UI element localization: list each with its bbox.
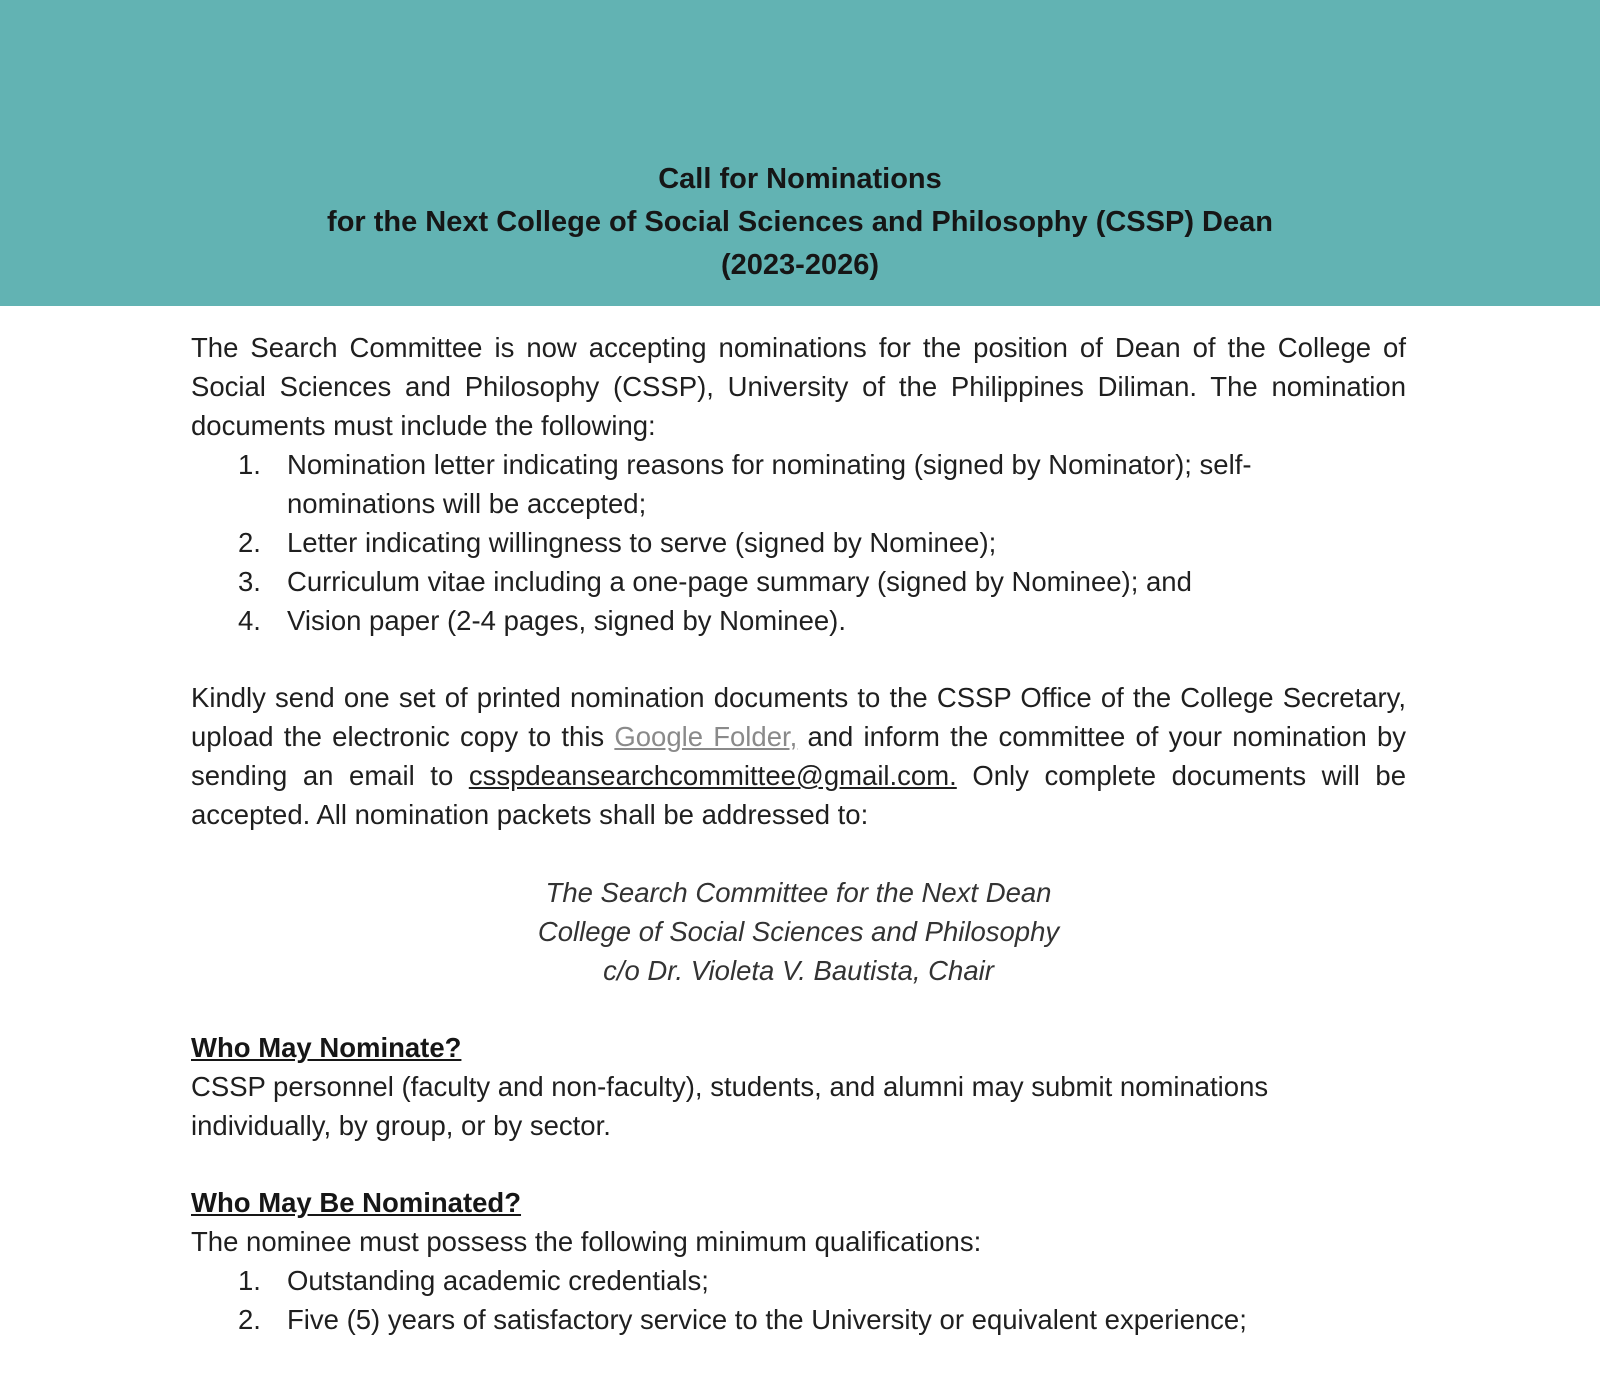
intro-paragraph: The Search Committee is now accepting nominations for the position of Dean of the College of Social Sciences and Philosophy (CSSP), University of the Philippines Diliman. The nomination documents must include the following: bbox=[191, 332, 1406, 441]
list-item-text: Vision paper (2-4 pages, signed by Nominee). bbox=[287, 605, 846, 636]
list-item bbox=[191, 523, 1331, 562]
list-number: 4. bbox=[238, 605, 261, 636]
who-may-be-nominated-heading: Who May Be Nominated? bbox=[191, 1187, 522, 1218]
list-number: 2. bbox=[238, 527, 261, 558]
list-item-text: Letter indicating willingness to serve (signed by Nominee); bbox=[287, 527, 997, 558]
address-line: c/o Dr. Violeta V. Bautista, Chair bbox=[603, 955, 994, 986]
list-item bbox=[191, 445, 1331, 523]
list-item bbox=[191, 1261, 1406, 1300]
document-body bbox=[191, 328, 1406, 1339]
required-documents-list bbox=[191, 445, 1331, 640]
list-item bbox=[191, 601, 1331, 640]
page-title: Call for Nominations bbox=[658, 163, 942, 195]
header-titles bbox=[0, 158, 1600, 287]
page-subtitle: for the Next College of Social Sciences and Philosophy (CSSP) Dean bbox=[327, 206, 1273, 238]
mailing-address bbox=[191, 873, 1406, 990]
list-item-text: Nomination letter indicating reasons for nominating (signed by Nominator); self-nominations will be accepted; bbox=[287, 449, 1252, 519]
list-item-text: Outstanding academic credentials; bbox=[287, 1265, 709, 1296]
address-line: College of Social Sciences and Philosophy bbox=[537, 916, 1060, 947]
list-item-text: Five (5) years of satisfactory service to the University or equivalent experience; bbox=[287, 1304, 1247, 1335]
submission-text-2: and inform the committee of your nomination by sending an email to bbox=[191, 721, 1407, 791]
qualifications-intro: The nominee must possess the following minimum qualifications: bbox=[191, 1226, 982, 1257]
submission-paragraph bbox=[191, 678, 1406, 834]
list-item bbox=[191, 1300, 1406, 1339]
submission-text-3: Only complete documents will be accepted. All nomination packets shall be addressed to: bbox=[191, 760, 1406, 830]
address-line: The Search Committee for the Next Dean bbox=[545, 877, 1052, 908]
term-years: (2023-2026) bbox=[721, 249, 879, 281]
list-number: 1. bbox=[238, 1265, 261, 1296]
header-banner bbox=[0, 0, 1600, 306]
who-may-nominate-heading: Who May Nominate? bbox=[191, 1032, 462, 1063]
list-item bbox=[191, 562, 1331, 601]
list-number: 3. bbox=[238, 566, 261, 597]
submission-text-1: Kindly send one set of printed nomination documents to the CSSP Office of the College Secretary, upload the electronic copy to this bbox=[191, 682, 1406, 752]
list-number: 1. bbox=[238, 449, 261, 480]
who-may-nominate-text: CSSP personnel (faculty and non-faculty), students, and alumni may submit nominations individually, by group, or by sector. bbox=[191, 1071, 1269, 1141]
list-item-text: Curriculum vitae including a one-page summary (signed by Nominee); and bbox=[287, 566, 1192, 597]
google-folder-link[interactable]: Google Folder, bbox=[614, 721, 798, 752]
qualifications-list bbox=[191, 1261, 1406, 1339]
email-link[interactable]: csspdeansearchcommittee@gmail.com. bbox=[468, 760, 957, 791]
list-number: 2. bbox=[238, 1304, 261, 1335]
